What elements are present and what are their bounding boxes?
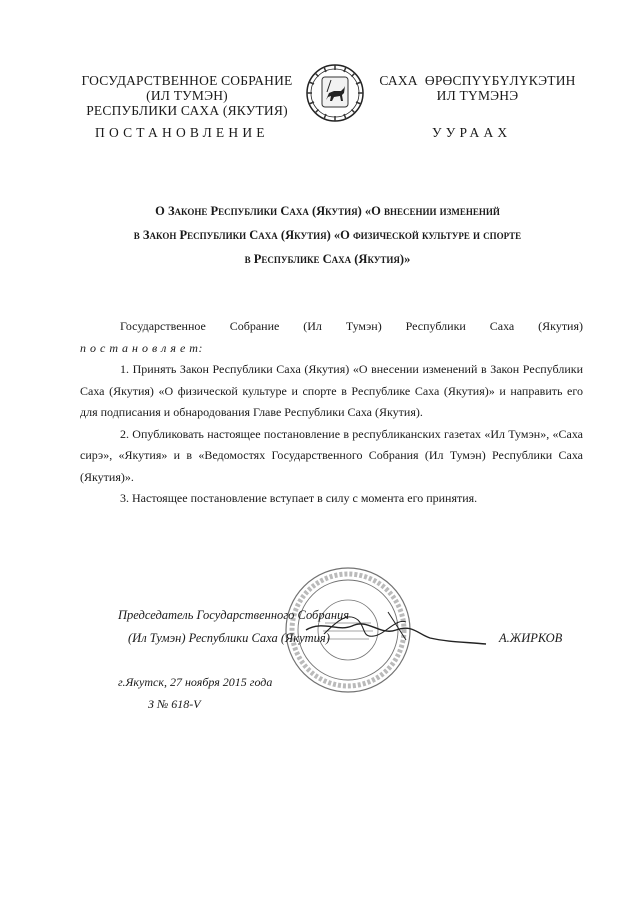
header-left-line3: РЕСПУБЛИКИ САХА (ЯКУТИЯ)	[86, 103, 288, 118]
left-doc-type: ПОСТАНОВЛЕНИЕ	[95, 125, 269, 140]
title-line1: О Законе Республики Саха (Якутия) «О внесении изменений	[155, 204, 500, 218]
signature-scribble	[300, 590, 490, 660]
place-and-date: г.Якутск, 27 ноября 2015 года	[118, 675, 273, 689]
document-title	[80, 199, 575, 271]
document-body	[80, 316, 583, 510]
header-left-line1: ГОСУДАРСТВЕННОЕ СОБРАНИЕ	[81, 73, 293, 88]
item-2: 2. Опубликовать настоящее постановление в республиканских газетах «Ил Тумэн», «Саха сирэ», «Якутия» и в «Ведомостях Государственного Собрания (Ил Тумэн) Республики Саха (Якутия)».	[80, 426, 583, 484]
title-line3: в Республике Саха (Якутия)»	[244, 252, 411, 266]
coat-of-arms-icon	[304, 62, 366, 124]
title-line2: в Закон Республики Саха (Якутия) «О физической культуре и спорте	[133, 228, 522, 242]
preamble: Государственное Собрание (Ил Тумэн) Республики Саха (Якутия)	[120, 319, 583, 333]
header-left	[62, 73, 312, 118]
header-right-line2: ИЛ ТҮМЭНЭ	[436, 88, 519, 103]
signatory-name: А.ЖИРКОВ	[499, 631, 563, 645]
header-right	[370, 73, 585, 103]
signatory-position-line1: Председатель Государственного Собрания	[118, 608, 350, 622]
signatory-position-line2: (Ил Тумэн) Республики Саха (Якутия)	[128, 631, 330, 645]
document-number: З № 618-V	[148, 697, 201, 711]
item-1: 1. Принять Закон Республики Саха (Якутия) «О внесении изменений в Закон Республики Саха (Якутия) «О физической культуре и спорте в Республике Саха (Якутия)» и направить его для подписания и обнародования Главе Республики Саха (Якутия).	[80, 362, 583, 419]
header-left-line2: (ИЛ ТУМЭН)	[146, 88, 228, 103]
header-right-line1: САХА ӨРӨСПҮҮБҮЛҮКЭТИН	[379, 73, 576, 88]
right-doc-type: УУРААХ	[432, 125, 512, 140]
decree-word: п о с т а н о в л я е т:	[80, 340, 203, 355]
item-3: 3. Настоящее постановление вступает в силу с момента его принятия.	[120, 491, 478, 505]
